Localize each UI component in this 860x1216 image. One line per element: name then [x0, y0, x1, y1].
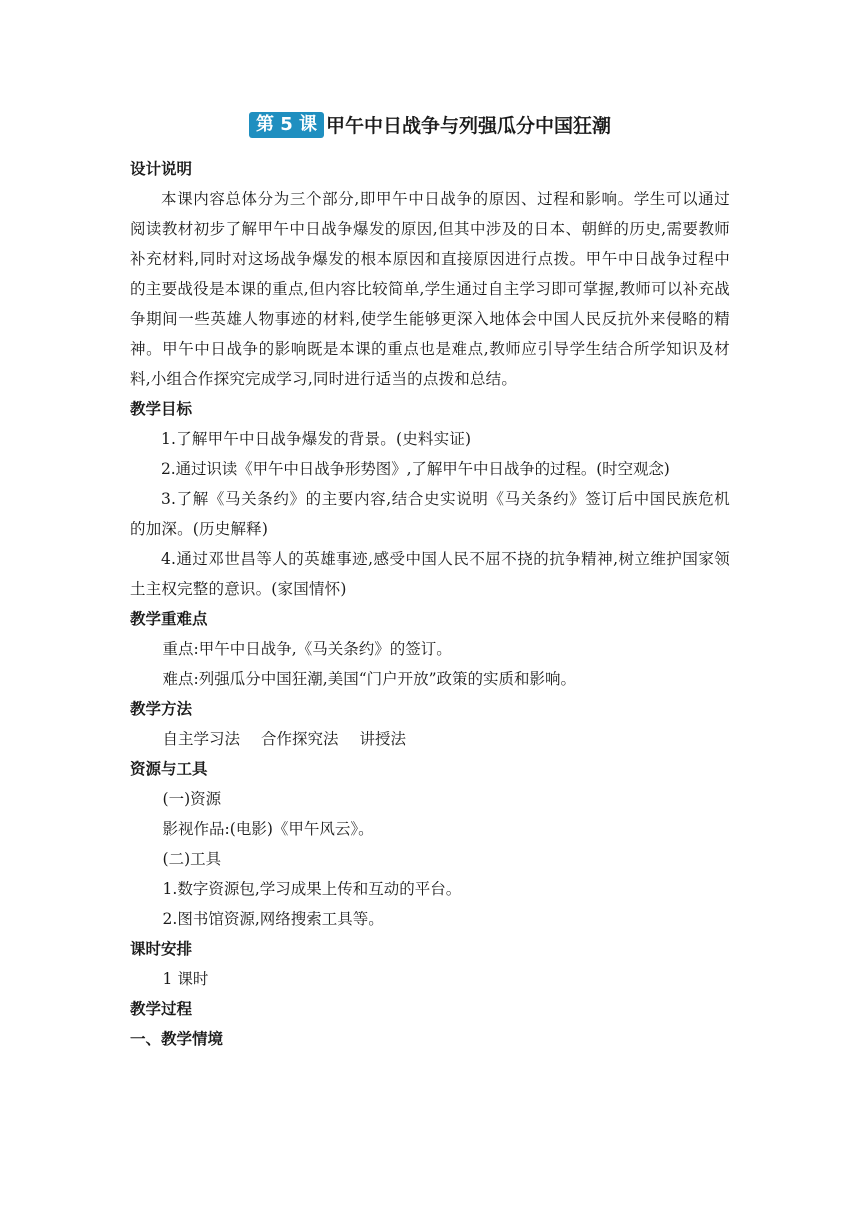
keypoints-heading: 教学重难点: [130, 610, 208, 628]
schedule-value: 1 课时: [162, 970, 209, 988]
tool-item-1: 1.数字资源包,学习成果上传和互动的平台。: [162, 880, 462, 898]
process-heading: 教学过程: [130, 1000, 193, 1018]
methods-list: [130, 724, 730, 754]
keypoint-focus: 重点:甲午中日战争,《马关条约》的签订。: [162, 640, 452, 658]
design-heading: 设计说明: [130, 160, 193, 178]
schedule-heading: 课时安排: [130, 940, 193, 958]
resources-heading: 资源与工具: [130, 760, 208, 778]
process-subheading: 一、教学情境: [130, 1030, 224, 1048]
resources-subheading: (一)资源: [162, 790, 222, 808]
tool-item-2: 2.图书馆资源,网络搜索工具等。: [162, 910, 384, 928]
goal-item-1: 1.了解甲午中日战争爆发的背景。(史料实证): [161, 430, 472, 448]
tools-subheading: (二)工具: [162, 850, 222, 868]
lesson-number-badge: 第 5 课: [249, 112, 324, 138]
method-item-lecture: 讲授法: [359, 730, 406, 748]
methods-heading: 教学方法: [130, 700, 193, 718]
keypoint-difficulty: 难点:列强瓜分中国狂潮,美国“门户开放”政策的实质和影响。: [162, 670, 577, 688]
goal-item-3: 3.了解《马关条约》的主要内容,结合史实说明《马关条约》签订后中国民族危机的加深。(历史解释): [130, 490, 730, 538]
design-paragraph: 本课内容总体分为三个部分,即甲午中日战争的原因、过程和影响。学生可以通过阅读教材初步了解甲午中日战争爆发的原因,但其中涉及的日本、朝鲜的历史,需要教师补充材料,同时对这场战争爆发的根本原因和直接原因进行点拨。甲午中日战争过程中的主要战役是本课的重点,但内容比较简单,学生通过自主学习即可掌握,教师可以补充战争期间一些英雄人物事迹的材料,使学生能够更深入地体会中国人民反抗外来侵略的精神。甲午中日战争的影响既是本课的重点也是难点,教师应引导学生结合所学知识及材料,小组合作探究完成学习,同时进行适当的点拨和总结。: [130, 190, 730, 388]
goal-item-4: 4.通过邓世昌等人的英雄事迹,感受中国人民不屈不挠的抗争精神,树立维护国家领土主权完整的意识。(家国情怀): [130, 550, 730, 598]
goal-item-2: 2.通过识读《甲午中日战争形势图》,了解甲午中日战争的过程。(时空观念): [161, 460, 670, 478]
resources-film: 影视作品:(电影)《甲午风云》。: [162, 820, 374, 838]
lesson-title: 甲午中日战争与列强瓜分中国狂潮: [326, 114, 612, 137]
method-item-self-study: 自主学习法: [162, 730, 241, 748]
method-item-cooperative: 合作探究法: [261, 730, 339, 748]
document-page: [130, 108, 730, 1054]
goals-heading: 教学目标: [130, 400, 193, 418]
lesson-header: [130, 108, 730, 144]
